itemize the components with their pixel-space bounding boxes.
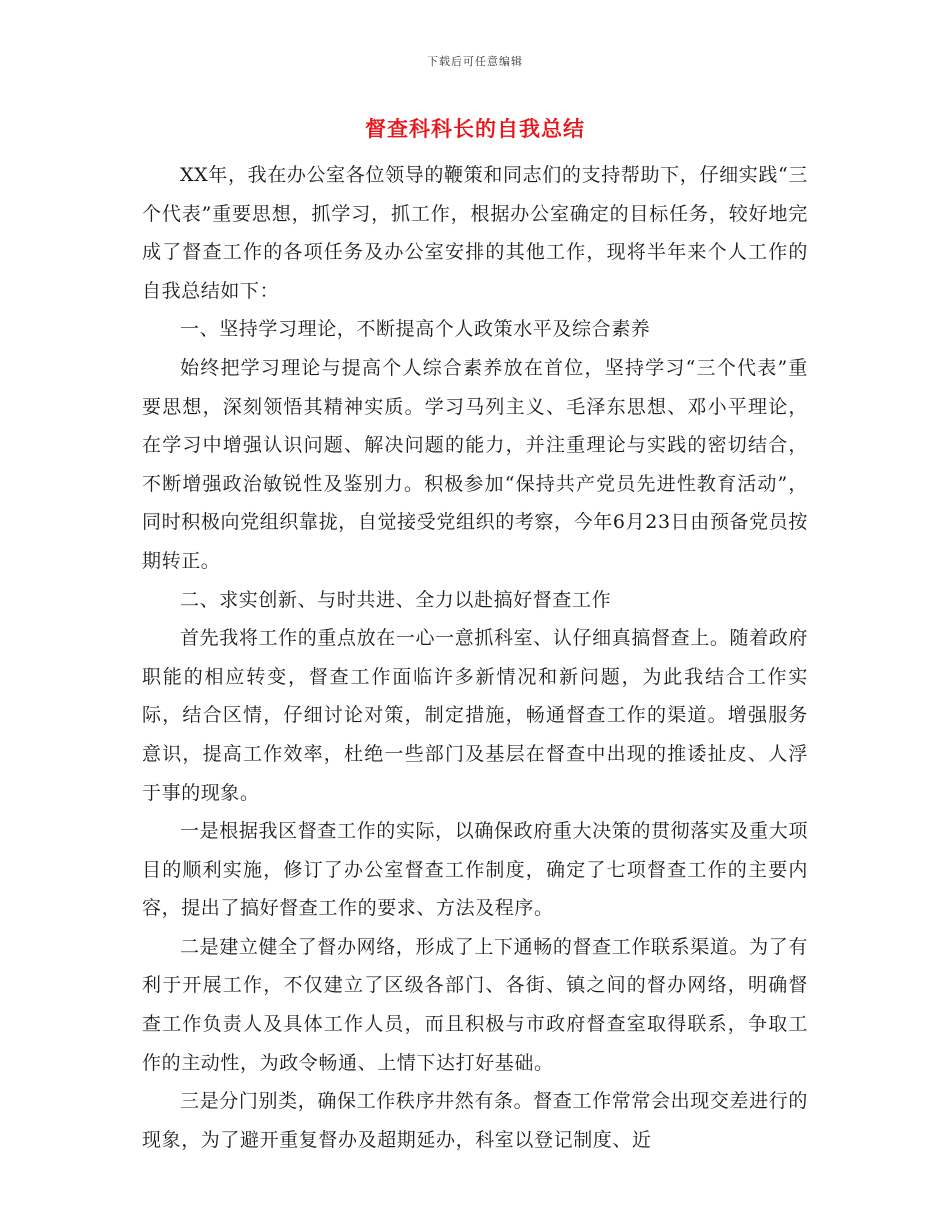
paragraph-point-one: 一是根据我区督查工作的实际，以确保政府重大决策的贯彻落实及重大项目的顺利实施，修订了办公室督查工作制度，确定了七项督查工作的主要内容，提出了搞好督查工作的要求、方法及程序。 bbox=[142, 820, 808, 920]
section-heading-1: 一、坚持学习理论，不断提高个人政策水平及综合素养 bbox=[180, 318, 651, 341]
paragraph-intro: XX年，我在办公室各位领导的鞭策和同志们的支持帮助下，仔细实践“三个代表”重要思想，抓学习，抓工作，根据办公室确定的目标任务，较好地完成了督查工作的各项任务及办公室安排的其他工作，现将半年来个人工作的自我总结如下： bbox=[142, 164, 808, 302]
document-body bbox=[142, 156, 808, 1159]
paragraph-study-theory: 始终把学习理论与提高个人综合素养放在首位，坚持学习“三个代表”重要思想，深刻领悟其精神实质。学习马列主义、毛泽东思想、邓小平理论，在学习中增强认识问题、解决问题的能力，并注重理论与实践的密切结合，不断增强政治敏锐性及鉴别力。积极参加“保持共产党员先进性教育活动”，同时积极向党组织靠拢，自觉接受党组织的考察，今年6月23日由预备党员按期转正。 bbox=[142, 356, 808, 572]
paragraph-point-two: 二是建立健全了督办网络，形成了上下通畅的督查工作联系渠道。为了有利于开展工作，不仅建立了区级各部门、各街、镇之间的督办网络，明确督查工作负责人及具体工作人员，而且积极与市政府督查室取得联系，争取工作的主动性，为政令畅通、上情下达打好基础。 bbox=[142, 935, 808, 1074]
document-title: 督查科科长的自我总结 bbox=[365, 116, 585, 141]
paragraph-point-three: 三是分门别类，确保工作秩序井然有条。督查工作常常会出现交差进行的现象，为了避开重复督办及超期延办，科室以登记制度、近 bbox=[142, 1090, 808, 1151]
header-note: 下载后可任意编辑 bbox=[427, 55, 523, 68]
paragraph-work-focus: 首先我将工作的重点放在一心一意抓科室、认仔细真搞督查上。随着政府职能的相应转变，督查工作面临许多新情况和新问题，为此我结合工作实际，结合区情，仔细讨论对策，制定措施，畅通督查工作的渠道。增强服务意识，提高工作效率，杜绝一些部门及基层在督查中出现的推诿扯皮、人浮于事的现象。 bbox=[142, 627, 808, 804]
section-heading-2: 二、求实创新、与时共进、全力以赴搞好督查工作 bbox=[180, 588, 612, 611]
